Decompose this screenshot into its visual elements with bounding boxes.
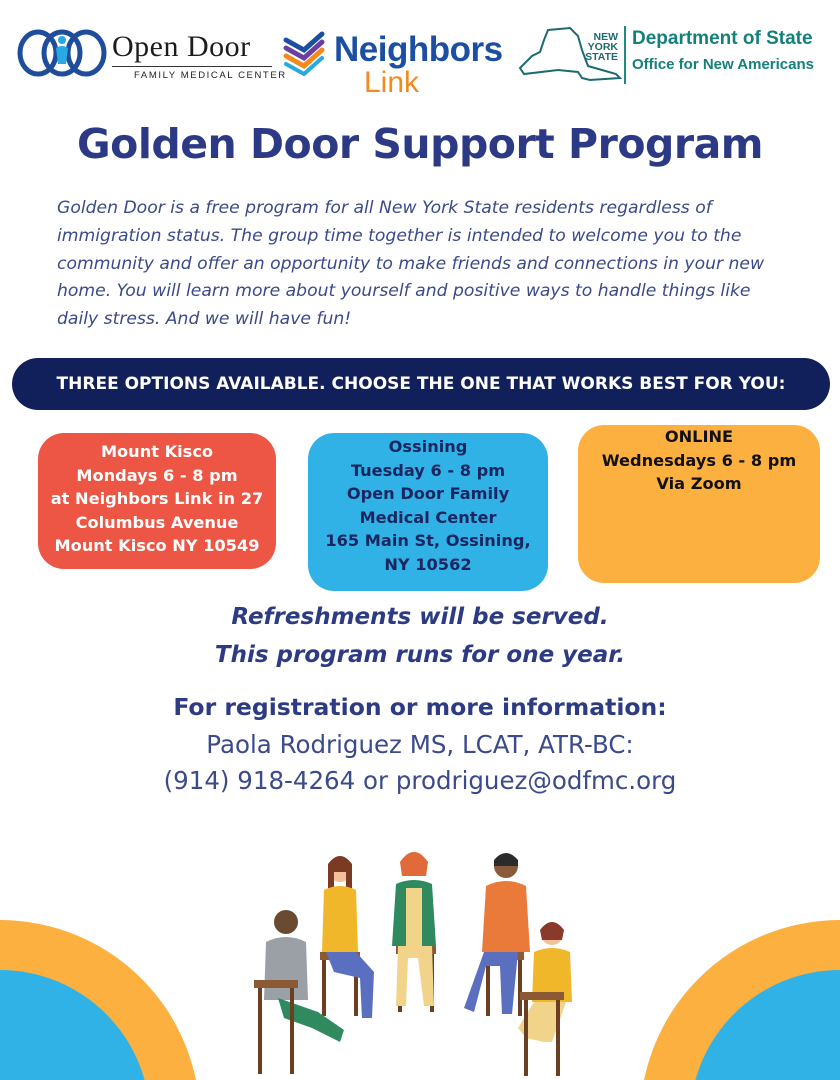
option-card-mount-kisco xyxy=(38,433,276,569)
person-icon xyxy=(322,856,374,1018)
person-icon xyxy=(392,852,436,1006)
option-line: Columbus Avenue xyxy=(75,512,239,532)
option-line: Via Zoom xyxy=(656,474,742,493)
department-of-state-label: Department of State xyxy=(632,28,813,49)
neighbors-link-word: Link xyxy=(364,66,420,99)
refreshments-note: Refreshments will be served. xyxy=(231,604,609,630)
option-line: 165 Main St, Ossining, xyxy=(325,531,531,550)
neighbors-name: Neighbors xyxy=(334,30,503,69)
option-line: Open Door Family xyxy=(346,484,510,503)
option-line: Wednesdays 6 - 8 pm xyxy=(601,450,797,470)
program-intro: Golden Door is a free program for all New York State residents regardless of immigration status. The group time together is intended to welcome you to the community and offer an opportunity to make friends and connections in your new home. You will learn more about yourself and positive ways to handle things like daily stress. And we will have fun! xyxy=(57,198,765,330)
neighbors-link-chevron-icon xyxy=(282,30,328,76)
option-line: at Neighbors Link in 27 xyxy=(50,489,264,508)
program-notes xyxy=(0,598,840,674)
open-door-name: Open Door xyxy=(112,30,251,63)
group-therapy-illustration xyxy=(248,842,598,1080)
ny-state-wordmark xyxy=(574,32,618,62)
open-door-subtitle: FAMILY MEDICAL CENTER xyxy=(134,70,287,81)
header-logos xyxy=(0,0,840,110)
ny-department-of-state-logo xyxy=(518,24,828,88)
decorative-corner-left xyxy=(0,900,200,1080)
ny-state-line-2: YORK xyxy=(587,41,618,53)
options-banner-text: THREE OPTIONS AVAILABLE. CHOOSE THE ONE THAT WORKS BEST FOR YOU: xyxy=(56,374,786,394)
ny-logo-divider xyxy=(624,26,626,84)
option-line: Mount Kisco NY 10549 xyxy=(54,536,260,555)
options-banner xyxy=(12,358,830,410)
option-line: Mondays 6 - 8 pm xyxy=(76,465,238,485)
option-card-ossining xyxy=(308,433,548,591)
option-line: Tuesday 6 - 8 pm xyxy=(350,460,506,480)
option-card-online xyxy=(578,425,820,583)
option-line: ONLINE xyxy=(664,427,734,446)
neighbors-link-logo xyxy=(282,24,502,100)
registration-heading: For registration or more information: xyxy=(173,693,667,721)
duration-note: This program runs for one year. xyxy=(214,642,626,668)
office-for-new-americans-label: Office for New Americans xyxy=(632,56,814,73)
open-door-logo xyxy=(16,26,287,82)
decorative-corner-right xyxy=(640,900,840,1080)
ny-state-line-1: NEW xyxy=(593,31,618,43)
contact-name: Paola Rodriguez MS, LCAT, ATR-BC: xyxy=(206,730,634,759)
page-title: Golden Door Support Program xyxy=(77,120,763,168)
option-line: Mount Kisco xyxy=(100,442,214,461)
contact-details: (914) 918-4264 or prodriguez@odfmc.org xyxy=(163,766,677,795)
option-line: Ossining xyxy=(388,437,468,456)
option-line: NY 10562 xyxy=(384,554,472,574)
option-line: Medical Center xyxy=(359,507,497,527)
open-door-rings-icon xyxy=(16,28,108,78)
open-door-rule xyxy=(112,66,272,67)
ny-state-line-3: STATE xyxy=(585,51,618,63)
